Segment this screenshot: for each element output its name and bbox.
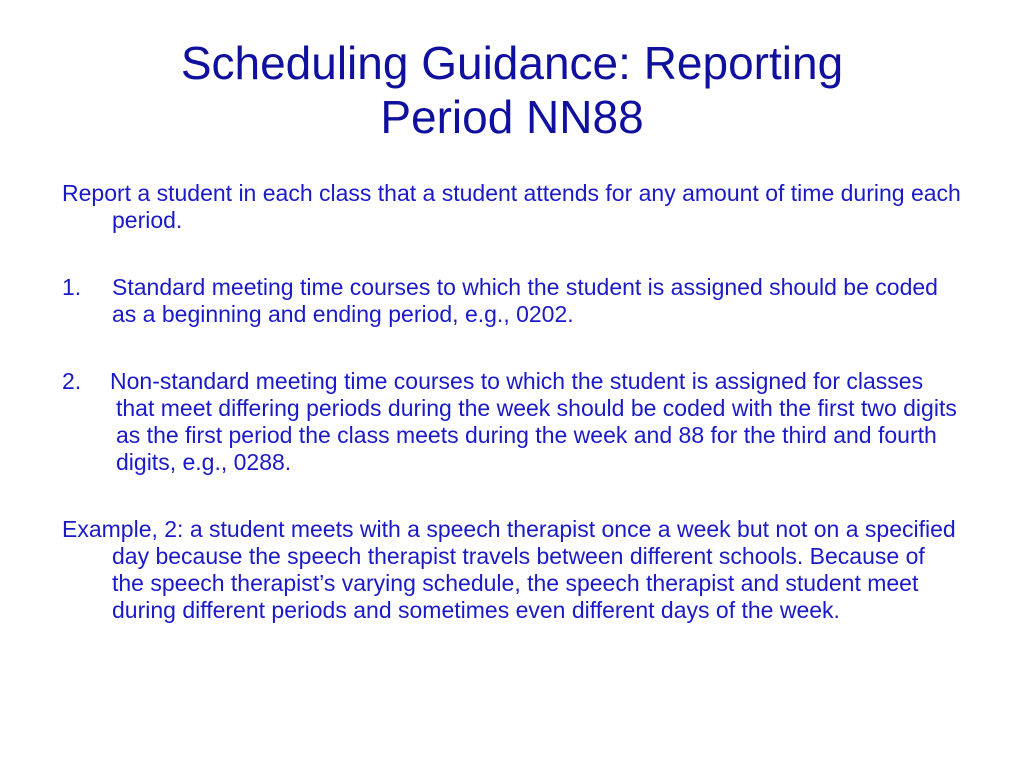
item-2-text: Non-standard meeting time courses to which the student is assigned for classes that meet differing periods during the week should be coded with the first two digits as the first period the class meets during the week and 88 for the third and fourth digits, e.g., 0288.	[110, 368, 957, 475]
item-1-number: 1.	[62, 274, 82, 300]
item-1-text: Standard meeting time courses to which the student is assigned should be coded as a beginning and ending period, e.g., 0202.	[112, 274, 938, 327]
slide-title-line-2: Period NN88	[380, 91, 644, 143]
numbered-item-2	[62, 368, 962, 476]
spacer	[62, 328, 962, 368]
numbered-item-1	[62, 274, 962, 328]
example-paragraph: Example, 2: a student meets with a speech therapist once a week but not on a specified day because the speech therapist travels between different schools. Because of the speech therapist’s varying schedule, the speech therapist and student meet during different periods and sometimes even different days of the week.	[62, 516, 956, 623]
slide-body	[62, 180, 962, 624]
slide-title-line-1: Scheduling Guidance: Reporting	[180, 37, 844, 89]
spacer	[62, 476, 962, 516]
intro-paragraph: Report a student in each class that a student attends for any amount of time during each period.	[62, 180, 961, 233]
spacer	[62, 234, 962, 274]
item-2-number: 2.	[62, 368, 82, 394]
slide-title	[40, 36, 984, 144]
